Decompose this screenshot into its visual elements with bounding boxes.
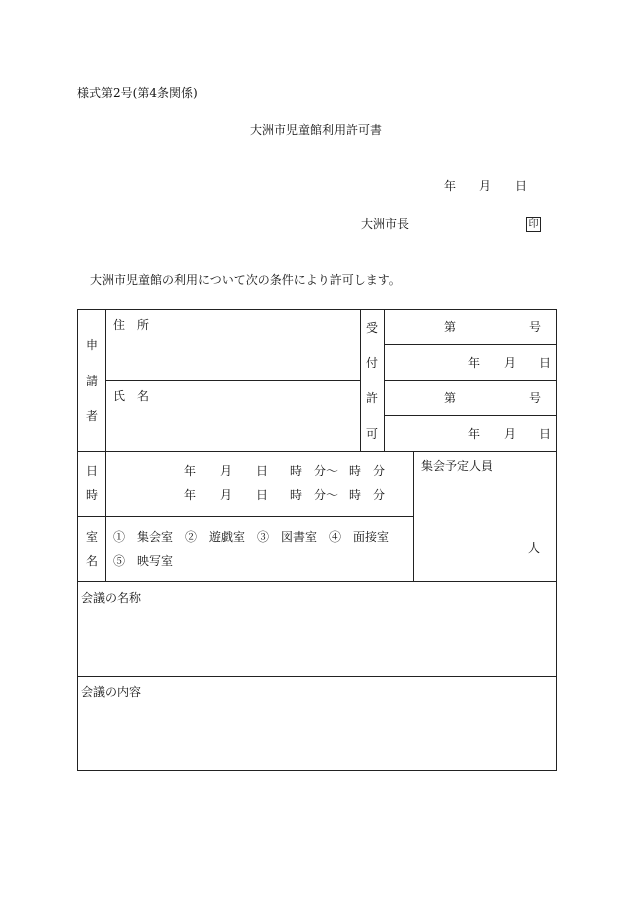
datetime-row1-start-minute: 分〜 [314,464,339,478]
room-options-line-1: ① 集会室 ② 遊戯室 ③ 図書室 ④ 面接室 [113,530,390,544]
permission-year-label: 年 [468,427,481,441]
address-label: 住 所 [113,318,150,332]
name-label: 氏 名 [113,389,150,403]
permission-label-char-2: 可 [366,427,379,441]
form-number: 様式第2号(第4条関係) [77,86,198,100]
datetime-row1-year: 年 [184,464,197,478]
datetime-row1-day: 日 [256,464,269,478]
date-year-label: 年 [444,179,457,193]
permission-number-suffix: 号 [529,391,542,405]
datetime-row2-start-minute: 分〜 [314,488,339,502]
date-month-label: 月 [479,179,492,193]
reception-number-suffix: 号 [529,320,542,334]
reception-day-label: 日 [539,356,552,370]
attendees-unit: 人 [528,541,541,555]
room-label-char-1: 室 [86,530,99,544]
datetime-label-char-2: 時 [86,488,99,502]
reception-label-char-1: 受 [366,321,379,335]
datetime-row1-start-hour: 時 [290,464,303,478]
datetime-row1-end-minute: 分 [373,464,386,478]
reception-number-prefix: 第 [444,320,457,334]
datetime-row1-month: 月 [220,464,233,478]
permission-day-label: 日 [539,427,552,441]
room-label-char-2: 名 [86,554,99,568]
datetime-row2-year: 年 [184,488,197,502]
applicant-label-char-1: 申 [86,338,99,352]
datetime-row2-day: 日 [256,488,269,502]
permission-statement: 大洲市児童館の利用について次の条件により許可します。 [90,273,401,287]
reception-month-label: 月 [504,356,517,370]
room-options-line-2: ⑤ 映写室 [113,554,174,568]
seal-mark: 印 [526,217,541,232]
issuer-name: 大洲市長 [361,217,410,231]
applicant-label-char-2: 請 [86,374,99,388]
datetime-row1-end-hour: 時 [349,464,362,478]
datetime-row2-month: 月 [220,488,233,502]
reception-year-label: 年 [468,356,481,370]
meeting-content-label: 会議の内容 [81,685,142,699]
document-title: 大洲市児童館利用許可書 [250,123,383,137]
attendees-label: 集会予定人員 [421,459,494,473]
date-day-label: 日 [515,179,528,193]
reception-label-char-2: 付 [366,356,379,370]
datetime-label-char-1: 日 [86,464,99,478]
permission-month-label: 月 [504,427,517,441]
permission-label-char-1: 許 [366,391,379,405]
datetime-row2-end-hour: 時 [349,488,362,502]
datetime-row2-end-minute: 分 [373,488,386,502]
applicant-label-char-3: 者 [86,409,99,423]
datetime-row2-start-hour: 時 [290,488,303,502]
permission-number-prefix: 第 [444,391,457,405]
meeting-name-label: 会議の名称 [81,591,142,605]
